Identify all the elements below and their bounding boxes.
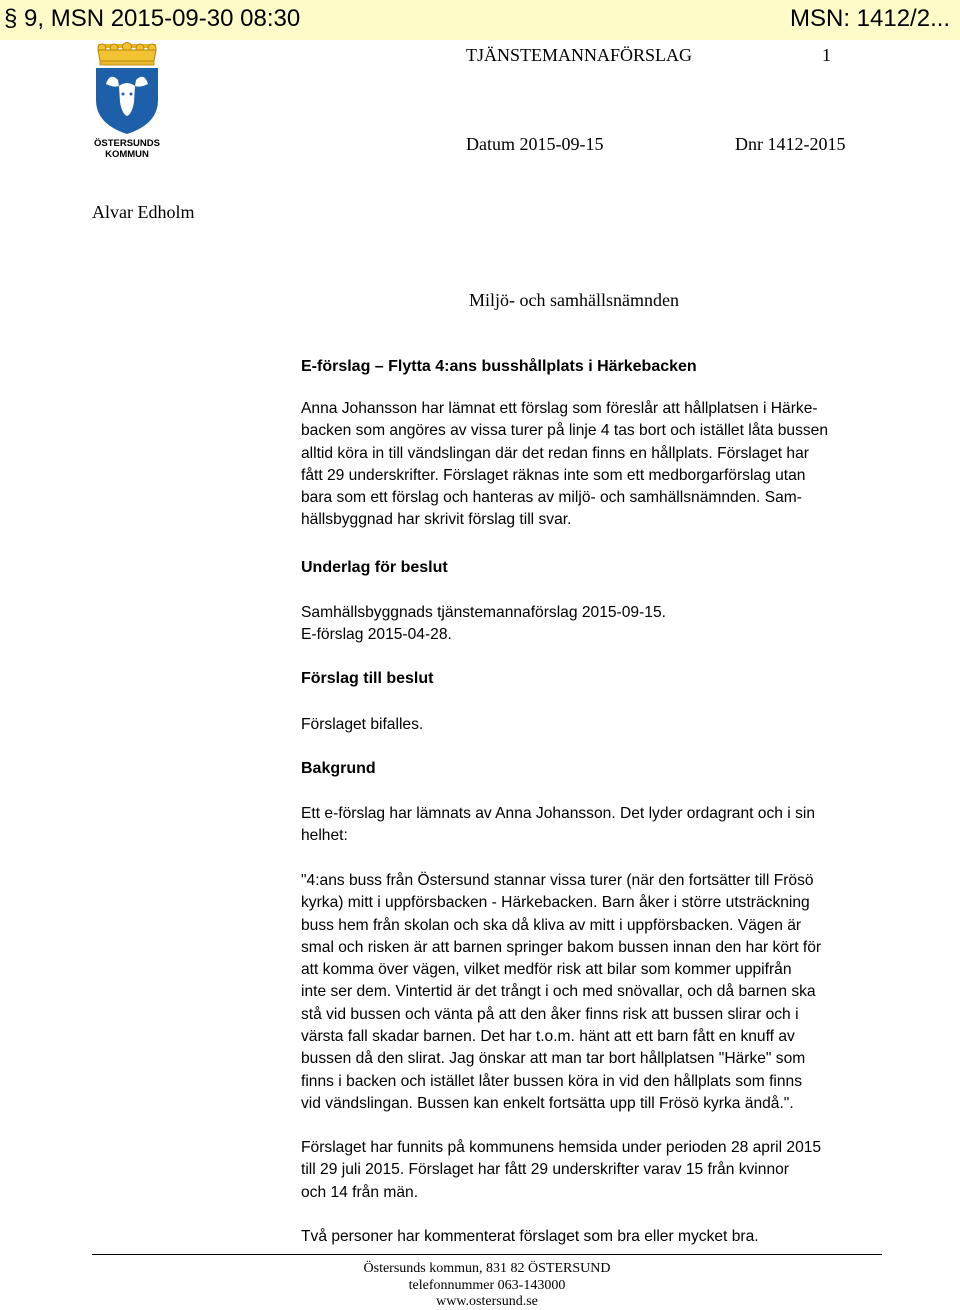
quote-line: kyrka) mitt i uppförsbacken - Härkebacken. Barn åker i större utsträckning xyxy=(301,894,810,912)
quote-line: att komma över vägen, vilket medför risk att bilar som kommer uppifrån xyxy=(301,961,792,979)
author-name: Alvar Edholm xyxy=(92,202,195,222)
proposal-quote xyxy=(301,870,891,1115)
document-type: TJÄNSTEMANNAFÖRSLAG xyxy=(466,45,693,65)
summary-line: fått 29 underskrifter. Förslaget räknas inte som ett medborgarförslag utan xyxy=(301,466,806,484)
intro-line: helhet: xyxy=(301,826,348,844)
meeting-banner xyxy=(0,0,960,40)
bakgrund-intro xyxy=(301,803,891,846)
svg-text:KOMMUN: KOMMUN xyxy=(105,149,149,160)
summary-paragraph xyxy=(301,398,891,532)
quote-line: smal och risken är att barnen springer bakom bussen innan den har kört för xyxy=(301,938,822,956)
quote-line: buss hem från skolan och ska då kliva av mitt i uppförsbacken. Vägen är xyxy=(301,916,802,934)
summary-line: bara som ett förslag och hanteras av miljö- och samhällsnämnden. Sam- xyxy=(301,489,802,507)
footer-address: Östersunds kommun, 831 82 ÖSTERSUND xyxy=(363,1261,611,1276)
web-line: Förslaget har funnits på kommunens hemsida under perioden 28 april 2015 xyxy=(301,1139,822,1156)
summary-line: alltid köra in till vändslingan där det redan finns en hållplats. Förslaget har xyxy=(301,444,809,462)
underlag-item: Samhällsbyggnads tjänstemannaförslag 2015-09-15. xyxy=(301,604,666,621)
underlag-item: E-förslag 2015-04-28. xyxy=(301,625,452,643)
quote-line: värsta fall skadar barnen. Det har t.o.m. hänt att ett barn fått en knuff av xyxy=(301,1028,795,1046)
quote-line: stå vid bussen och vänta på att den åker finns risk att bussen slirar och i xyxy=(301,1005,799,1023)
summary-line: Anna Johansson har lämnat ett förslag som föreslår att hållplatsen i Härke- xyxy=(301,400,818,417)
decision-text: Förslaget bifalles. xyxy=(301,716,424,733)
footer-phone: telefonnummer 063-143000 xyxy=(408,1278,566,1293)
document-date: Datum 2015-09-15 xyxy=(466,134,604,154)
comments-note: Två personer har kommenterat förslaget som bra eller mycket bra. xyxy=(301,1228,759,1245)
banner-meeting-reference: § 9, MSN 2015-09-30 08:30 xyxy=(4,5,301,32)
web-publication-paragraph xyxy=(301,1137,891,1204)
intro-line: Ett e-förslag har lämnats av Anna Johansson. Det lyder ordagrant och i sin xyxy=(301,805,816,822)
summary-line: backen som angöres av vissa turer på linje 4 tas bort och istället låta bussen xyxy=(301,422,829,440)
footer-website[interactable]: www.ostersund.se xyxy=(436,1294,538,1309)
heading-underlag: Underlag för beslut xyxy=(301,559,448,576)
banner-case-number: MSN: 1412/2... xyxy=(790,5,951,32)
coat-of-arms-icon xyxy=(92,42,162,162)
recipient-committee: Miljö- och samhällsnämnden xyxy=(469,290,679,310)
quote-line: "4:ans buss från Östersund stannar vissa turer (när den fortsätter till Frösö xyxy=(301,872,814,889)
quote-line: vid vändslingan. Bussen kan enkelt fortsätta upp till Frösö kyrka ändå.". xyxy=(301,1094,794,1112)
underlag-list xyxy=(301,602,891,645)
svg-text:ÖSTERSUNDS: ÖSTERSUNDS xyxy=(94,138,160,149)
page-number: 1 xyxy=(822,45,831,65)
diary-number: Dnr 1412-2015 xyxy=(735,134,846,154)
municipality-logo xyxy=(92,42,162,162)
footer-divider xyxy=(92,1254,882,1255)
quote-line: inte ser dem. Vintertid är det trångt i och med snövallar, och då barnen ska xyxy=(301,983,816,1001)
heading-bakgrund: Bakgrund xyxy=(301,760,376,777)
document-title: E-förslag – Flytta 4:ans busshållplats i Härkebacken xyxy=(301,358,697,375)
quote-line: bussen då den slirat. Jag önskar att man tar bort hållplatsen "Härke" som xyxy=(301,1050,806,1068)
web-line: och 14 från män. xyxy=(301,1183,419,1201)
quote-line: finns i backen och istället låter bussen köra in vid den hållplats som finns xyxy=(301,1072,803,1090)
heading-forslag-till-beslut: Förslag till beslut xyxy=(301,670,434,687)
summary-line: hällsbyggnad har skrivit förslag till svar. xyxy=(301,511,572,529)
web-line: till 29 juli 2015. Förslaget har fått 29 underskrifter varav 15 från kvinnor xyxy=(301,1161,789,1179)
